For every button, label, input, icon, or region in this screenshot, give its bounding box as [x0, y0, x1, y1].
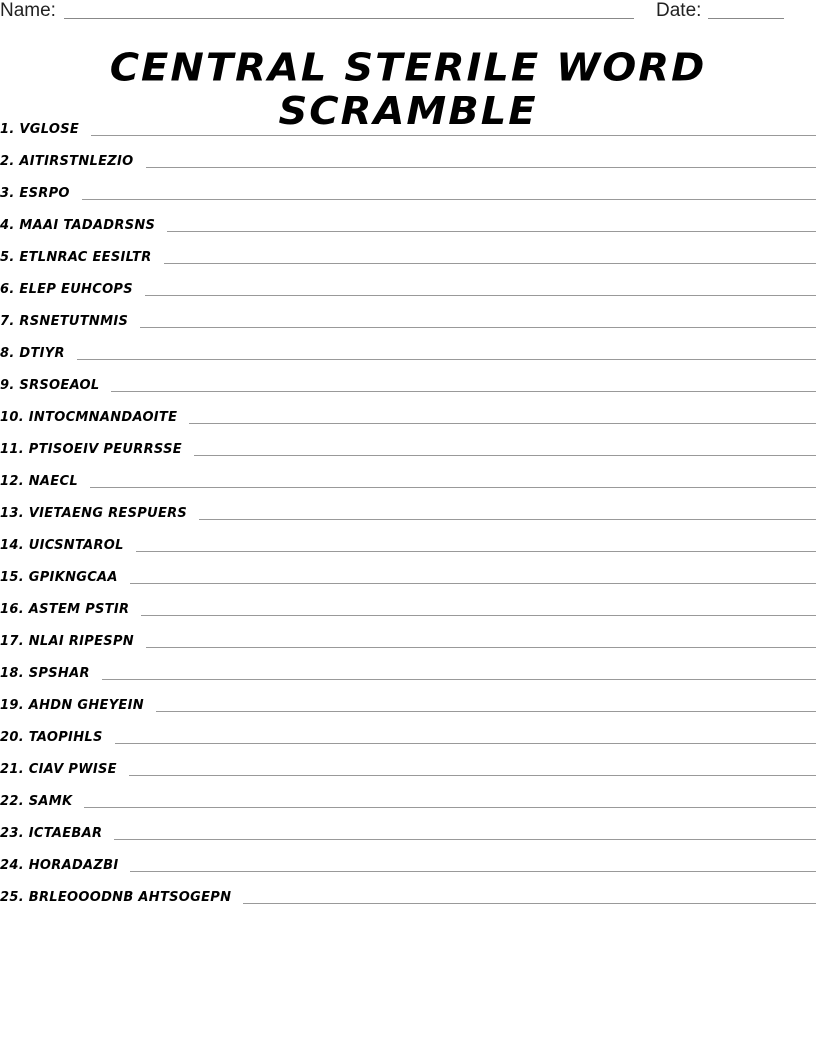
scrambled-word: 7. RSNETUTNMIS	[0, 314, 129, 329]
list-item	[0, 816, 816, 848]
answer-line[interactable]	[91, 134, 816, 136]
scrambled-word: 15. GPIKNGCAA	[0, 570, 118, 585]
answer-line[interactable]	[77, 358, 816, 360]
answer-line[interactable]	[90, 486, 816, 488]
answer-line[interactable]	[115, 742, 816, 744]
date-field-line[interactable]	[708, 18, 784, 19]
scrambled-word: 12. NAECL	[0, 474, 78, 489]
worksheet-header	[0, 0, 816, 24]
answer-line[interactable]	[199, 518, 816, 520]
scrambled-word: 11. PTISOEIV PEURRSSE	[0, 442, 182, 457]
list-item	[0, 272, 816, 304]
page-title: CENTRAL STERILE WORD SCRAMBLE	[109, 46, 707, 134]
scrambled-word: 19. AHDN GHEYEIN	[0, 698, 144, 713]
scrambled-word: 21. CIAV PWISE	[0, 762, 117, 777]
name-label: Name:	[0, 0, 56, 21]
answer-line[interactable]	[146, 646, 816, 648]
answer-line[interactable]	[140, 326, 816, 328]
answer-line[interactable]	[84, 806, 816, 808]
list-item	[0, 688, 816, 720]
list-item	[0, 112, 816, 144]
answer-line[interactable]	[136, 550, 816, 552]
date-label: Date:	[656, 0, 702, 21]
list-item	[0, 400, 816, 432]
scrambled-word: 24. HORADAZBI	[0, 858, 119, 873]
scrambled-word: 18. SPSHAR	[0, 666, 90, 681]
list-item	[0, 624, 816, 656]
scramble-list	[0, 112, 816, 912]
list-item	[0, 208, 816, 240]
scrambled-word: 9. SRSOEAOL	[0, 378, 100, 393]
list-item	[0, 784, 816, 816]
scrambled-word: 5. ETLNRAC EESILTR	[0, 250, 152, 265]
answer-line[interactable]	[102, 678, 816, 680]
answer-line[interactable]	[189, 422, 816, 424]
list-item	[0, 752, 816, 784]
list-item	[0, 528, 816, 560]
list-item	[0, 304, 816, 336]
answer-line[interactable]	[146, 166, 816, 168]
answer-line[interactable]	[156, 710, 816, 712]
name-field-line[interactable]	[64, 18, 634, 19]
list-item	[0, 560, 816, 592]
scrambled-word: 13. VIETAENG RESPUERS	[0, 506, 188, 521]
scrambled-word: 25. BRLEOOODNB AHTSOGEPN	[0, 890, 232, 905]
answer-line[interactable]	[243, 902, 816, 904]
list-item	[0, 496, 816, 528]
scrambled-word: 8. DTIYR	[0, 346, 65, 361]
answer-line[interactable]	[130, 582, 816, 584]
list-item	[0, 880, 816, 912]
list-item	[0, 848, 816, 880]
scrambled-word: 1. VGLOSE	[0, 122, 80, 137]
list-item	[0, 656, 816, 688]
answer-line[interactable]	[130, 870, 816, 872]
answer-line[interactable]	[164, 262, 816, 264]
list-item	[0, 336, 816, 368]
scrambled-word: 3. ESRPO	[0, 186, 70, 201]
list-item	[0, 368, 816, 400]
scrambled-word: 14. UICSNTAROL	[0, 538, 124, 553]
answer-line[interactable]	[111, 390, 816, 392]
list-item	[0, 464, 816, 496]
list-item	[0, 432, 816, 464]
list-item	[0, 176, 816, 208]
answer-line[interactable]	[82, 198, 816, 200]
answer-line[interactable]	[141, 614, 816, 616]
scrambled-word: 17. NLAI RIPESPN	[0, 634, 134, 649]
list-item	[0, 240, 816, 272]
scrambled-word: 22. SAMK	[0, 794, 73, 809]
scrambled-word: 23. ICTAEBAR	[0, 826, 103, 841]
list-item	[0, 144, 816, 176]
scrambled-word: 10. INTOCMNANDAOITE	[0, 410, 178, 425]
scrambled-word: 16. ASTEM PSTIR	[0, 602, 130, 617]
answer-line[interactable]	[114, 838, 816, 840]
answer-line[interactable]	[167, 230, 816, 232]
answer-line[interactable]	[145, 294, 816, 296]
answer-line[interactable]	[129, 774, 816, 776]
scrambled-word: 20. TAOPIHLS	[0, 730, 103, 745]
answer-line[interactable]	[194, 454, 816, 456]
scrambled-word: 2. AITIRSTNLEZIO	[0, 154, 134, 169]
scrambled-word: 4. MAAI TADADRSNS	[0, 218, 156, 233]
scrambled-word: 6. ELEP EUHCOPS	[0, 282, 133, 297]
list-item	[0, 720, 816, 752]
list-item	[0, 592, 816, 624]
